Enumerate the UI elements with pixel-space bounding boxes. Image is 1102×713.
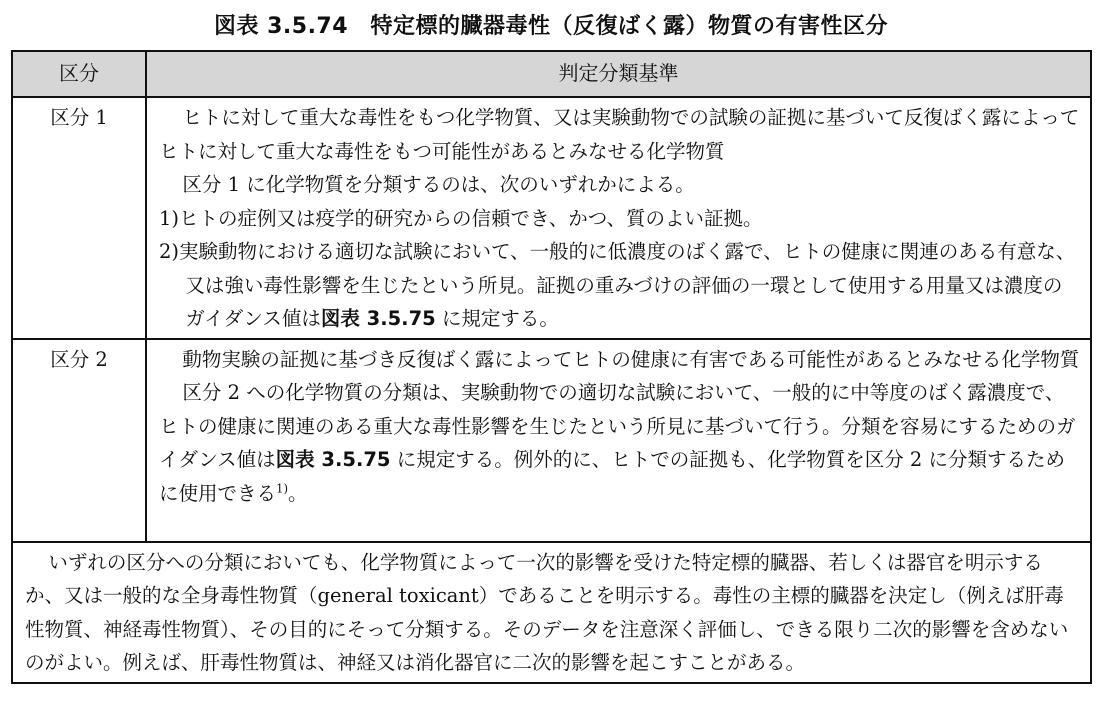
figure-title: 図表 3.5.74 特定標的臓器毒性（反復ばく露）物質の有害性区分 <box>213 14 889 39</box>
table-header-row <box>12 51 1091 97</box>
category-2-criteria <box>146 339 1091 542</box>
category-1-definition: ヒトに対して重大な毒性をもつ化学物質、又は実験動物での試験の証拠に基づいて反復ばく露によってヒトに対して重大な毒性をもつ可能性があるとみなせる化学物質 <box>159 106 1080 163</box>
table-row <box>12 339 1091 542</box>
category-1-item-2-tail: に規定する。 <box>435 307 559 330</box>
header-criteria: 判定分類基準 <box>146 51 1091 97</box>
classification-note-text: いずれの区分への分類においても、化学物質によって一次的影響を受けた特定標的臓器、若しくは器官を明示するか、又は一般的な全身毒性物質（general toxicant）であることを明示する。毒性の主標的臓器を決定し（例えば肝毒性物質、神経毒性物質）、その目的にそって分類する。そのデータを注意深く評価し、できる限り二次的影響を含めないのがよい。例えば、肝毒性物質は、神経又は消化器官に二次的影響を起こすことがある。 <box>25 550 1069 674</box>
category-1-figure-reference: 図表 3.5.75 <box>320 307 436 330</box>
table-row <box>12 97 1091 339</box>
table-note-row <box>12 542 1091 683</box>
category-1-label: 区分 1 <box>12 97 146 339</box>
category-2-description-post: に規定する。例外的に、ヒトでの証拠も、化学物質を区分 2 に分類するために使用できる <box>159 448 1066 505</box>
category-2-label: 区分 2 <box>12 339 146 542</box>
category-2-definition: 動物実験の証拠に基づき反復ばく露によってヒトの健康に有害である可能性があるとみなせる化学物質 <box>182 347 1080 371</box>
category-1-item-2 <box>159 235 1080 336</box>
hazard-category-table <box>11 50 1092 684</box>
footnote-reference: 1) <box>276 481 289 495</box>
classification-note <box>12 542 1091 683</box>
category-2-description-text: 区分 2 への化学物質の分類は、実験動物での適切な試験において、一般的に中等度のばく露濃度で、ヒトの健康に関連のある重大な毒性影響を生じたという所見に基づいて行う。分類を容易にするためのガイダンス値は <box>159 381 1076 471</box>
category-2-description <box>159 376 1080 510</box>
category-1-item-2-text: 2)実験動物における適切な試験において、一般的に低濃度のばく露で、ヒトの健康に関連のある有意な、又は強い毒性影響を生じたという所見。証拠の重みづけの評価の一環として使用する用量又は濃度のガイダンス値は <box>159 240 1076 330</box>
category-1-intro: 区分 1 に化学物質を分類するのは、次のいずれかによる。 <box>182 173 695 196</box>
header-category: 区分 <box>12 51 146 97</box>
cut-off-footnote-line <box>11 706 1071 713</box>
category-1-item-1: 1)ヒトの症例又は疫学的研究からの信頼でき、かつ、質のよい証拠。 <box>159 206 763 230</box>
category-1-criteria <box>146 97 1091 339</box>
category-2-description-end: 。 <box>288 481 308 505</box>
category-2-figure-reference: 図表 3.5.75 <box>275 448 391 471</box>
